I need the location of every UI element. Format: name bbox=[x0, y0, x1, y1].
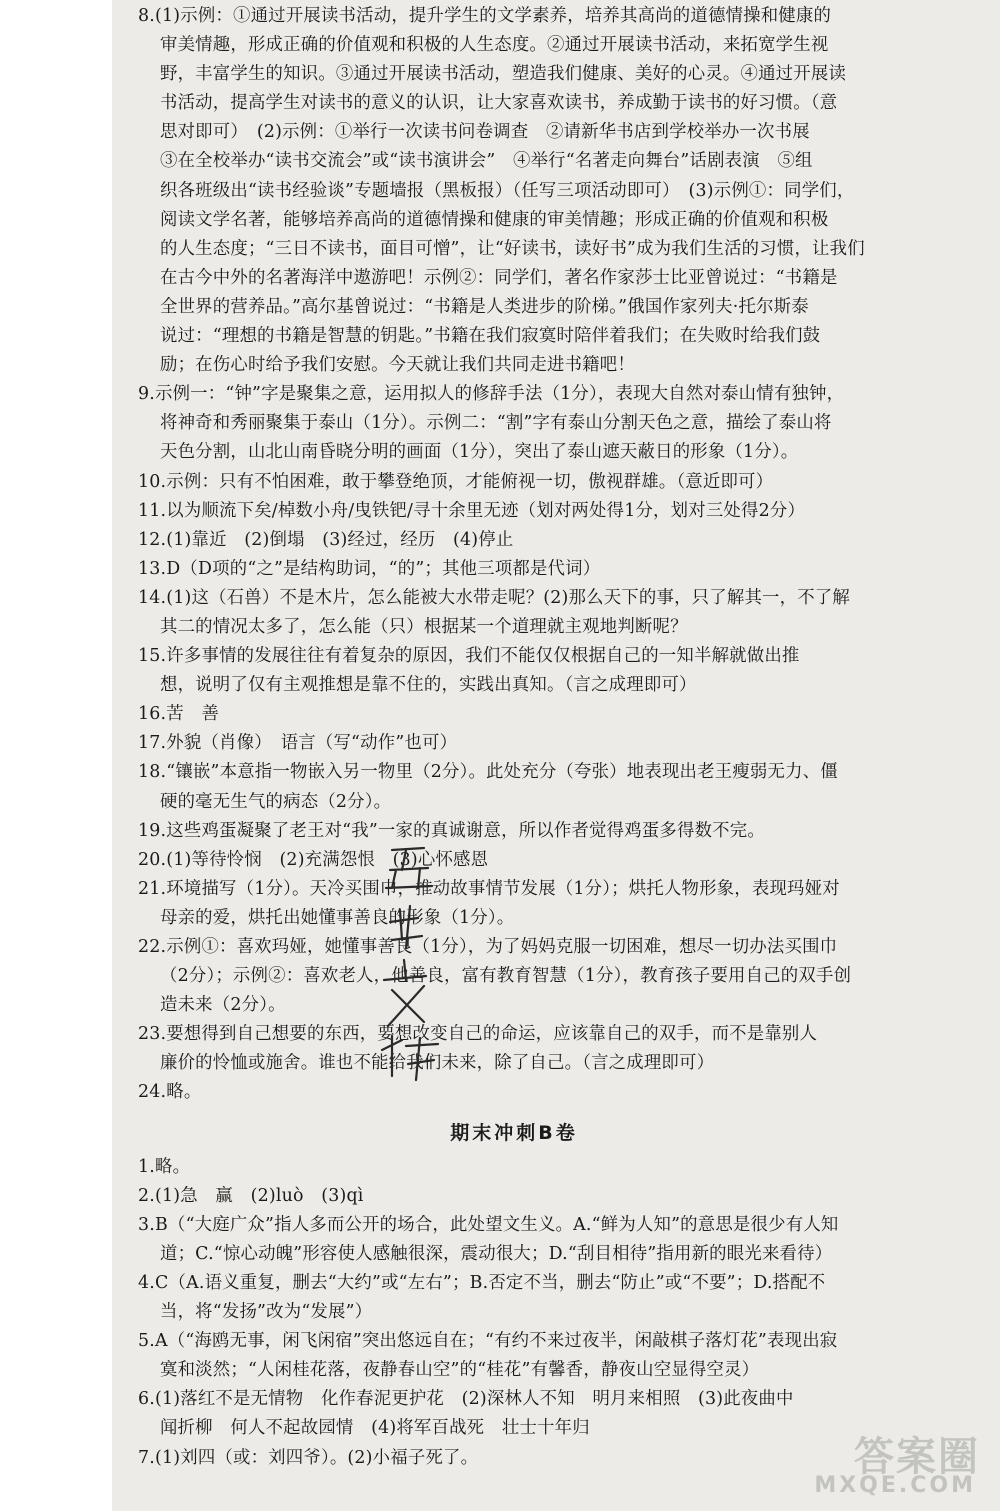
answer-item bbox=[138, 817, 890, 846]
answer-item bbox=[138, 1020, 890, 1078]
answer-item bbox=[138, 584, 890, 642]
answer-item bbox=[138, 555, 890, 584]
page-margin bbox=[0, 0, 112, 1511]
answer-line: 6.(1)落红不是无情物 化作春泥更护花 (2)深林人不知 明月来相照 (3)此夜曲中 bbox=[138, 1389, 794, 1410]
answer-line: 全世界的营养品。”高尔基曾说过：“书籍是人类进步的阶梯。”俄国作家列夫·托尔斯泰 bbox=[160, 296, 809, 317]
answer-item bbox=[138, 758, 890, 816]
answer-line: 审美情趣，形成正确的价值观和积极的人生态度。②通过开展读书活动，来拓宽学生视 bbox=[160, 35, 829, 56]
answer-line: 在古今中外的名著海洋中遨游吧！示例②：同学们，著名作家莎士比亚曾说过：“书籍是 bbox=[160, 267, 838, 288]
answer-line: 5.A（“海鸥无事，闲飞闲宿”突出悠远自在；“有约不来过夜半，闲敲棋子落灯花”表现出寂 bbox=[138, 1331, 838, 1352]
answer-line: 当，将“发扬”改为“发展”） bbox=[160, 1302, 373, 1323]
answer-item bbox=[138, 1182, 890, 1211]
answer-item bbox=[138, 729, 890, 758]
answer-line: 织各班级出“读书经验谈”专题墙报（黑板报）（任写三项活动即可） (3)示例①：同学们， bbox=[160, 180, 855, 201]
answer-line: 9.示例一：“钟”字是聚集之意，运用拟人的修辞手法（1分），表现大自然对泰山情有独钟， bbox=[138, 384, 845, 405]
answer-line: 10.示例：只有不怕困难，敢于攀登绝顶，才能俯视一切，傲视群雄。（意近即可） bbox=[138, 471, 774, 492]
answer-line: 造未来（2分）。 bbox=[160, 995, 286, 1016]
answer-line: 其二的情况太多了，怎么能（只）根据某一个道理就主观地判断呢？ bbox=[160, 616, 688, 637]
answer-line: 19.这些鸡蛋凝聚了老王对“我”一家的真诚谢意，所以作者觉得鸡蛋多得数不完。 bbox=[138, 820, 765, 841]
answer-line: 20.(1)等待怜悯 (2)充满怨恨 (3)心怀感恩 bbox=[138, 849, 489, 870]
answer-line: 21.环境描写（1分）。天冷买围巾，推动故事情节发展（1分）；烘托人物形象，表现玛娅对 bbox=[138, 878, 840, 899]
answer-line: 说过：“理想的书籍是智慧的钥匙。”书籍在我们寂寞时陪伴着我们；在失败时给我们鼓 bbox=[160, 326, 821, 347]
watermark bbox=[810, 1425, 980, 1505]
answer-item bbox=[138, 1211, 890, 1269]
answer-item bbox=[138, 700, 890, 729]
answer-line: 励；在伤心时给予我们安慰。今天就让我们共同走进书籍吧！ bbox=[160, 355, 635, 376]
answer-line: 22.示例①：喜欢玛娅，她懂事善良（1分），为了妈妈克服一切困难，想尽一切办法买围巾 bbox=[138, 937, 838, 957]
answer-item bbox=[138, 2, 890, 380]
answer-line: 闻折柳 何人不起故园情 (4)将军百战死 壮士十年归 bbox=[160, 1418, 590, 1439]
answer-line: 12.(1)靠近 (2)倒塌 (3)经过，经历 (4)停止 bbox=[138, 529, 514, 550]
answer-line: 18.“镶嵌”本意指一物嵌入另一物里（2分）。此处充分（夸张）地表现出老王瘦弱无力、僵 bbox=[138, 762, 838, 783]
answer-line: 11.以为顺流下矣/棹数小舟/曳铁钯/寻十余里无迹（划对两处得1分，划对三处得2分） bbox=[138, 500, 806, 521]
watermark-logo: 答案圈 bbox=[854, 1434, 980, 1480]
answer-line: 廉价的怜恤或施舍。谁也不能给我们未来，除了自己。（言之成理即可） bbox=[160, 1053, 715, 1074]
answer-item bbox=[138, 1385, 890, 1443]
answers-part-2 bbox=[138, 1153, 890, 1473]
answer-item bbox=[138, 497, 890, 526]
answer-line: 思对即可） (2)示例：①举行一次读书问卷调查 ②请新华书店到学校举办一次书展 bbox=[160, 122, 810, 143]
answer-item bbox=[138, 1153, 890, 1182]
answer-line: 寞和淡然；“人闲桂花落，夜静春山空”的“桂花”有馨香，静夜山空显得空灵） bbox=[160, 1360, 760, 1381]
answer-line: 14.(1)这（石兽）不是木片，怎么能被大水带走呢？(2)那么天下的事，只了解其一，不了解 bbox=[138, 587, 850, 608]
answer-item bbox=[138, 933, 890, 1020]
answer-line: 将神奇和秀丽聚集于泰山（1分）。示例二：“割”字有泰山分割天色之意，描绘了泰山将 bbox=[160, 413, 832, 434]
answer-line: 的人生态度；“三日不读书，面目可憎”，让“好读书，读好书”成为我们生活的习惯，让我们 bbox=[160, 238, 865, 259]
answer-line: 8.(1)示例：①通过开展读书活动，提升学生的文学素养，培养其高尚的道德情操和健康的 bbox=[138, 6, 832, 26]
answer-line: 书活动，提高学生对读书的意义的认识，让大家喜欢读书，养成勤于读书的好习惯。（意 bbox=[160, 93, 838, 114]
answer-line: 13.D（D项的“之”是结构助词，“的”；其他三项都是代词） bbox=[138, 558, 601, 579]
answer-line: 23.要想得到自己想要的东西，要想改变自己的命运，应该靠自己的双手，而不是靠别人 bbox=[138, 1024, 818, 1045]
answer-line: 母亲的爱，烘托出她懂事善良的形象（1分）。 bbox=[160, 907, 515, 928]
answer-item bbox=[138, 1078, 890, 1107]
section-title: 期末冲刺B卷 bbox=[450, 1121, 578, 1144]
answer-item bbox=[138, 526, 890, 555]
answer-line: 4.C（A.语义重复，删去“大约”或“左右”；B.否定不当，删去“防止”或“不要”；D.搭配不 bbox=[138, 1272, 826, 1293]
answers-part-1 bbox=[138, 2, 890, 1108]
answer-line: 7.(1)刘四（或：刘四爷）。(2)小福子死了。 bbox=[138, 1447, 479, 1468]
answer-line: 16.苦 善 bbox=[138, 704, 220, 725]
answer-content bbox=[138, 2, 890, 1473]
answer-line: 阅读文学名著，能够培养高尚的道德情操和健康的审美情趣；形成正确的价值观和积极 bbox=[160, 209, 829, 230]
answer-line: 1.略。 bbox=[138, 1156, 191, 1177]
answer-item bbox=[138, 1269, 890, 1327]
answer-item bbox=[138, 1327, 890, 1385]
answer-line: （2分）；示例②：喜欢老人，他善良，富有教育智慧（1分），教育孩子要用自己的双手创 bbox=[160, 966, 852, 987]
answer-line: ③在全校举办“读书交流会”或“读书演讲会” ④举行“名著走向舞台”话剧表演 ⑤组 bbox=[160, 151, 813, 172]
answer-item bbox=[138, 642, 890, 700]
answer-line: 硬的毫无生气的病态（2分）。 bbox=[160, 791, 392, 812]
watermark-url: MXQE.COM bbox=[814, 1473, 976, 1498]
answer-item bbox=[138, 380, 890, 467]
answer-item bbox=[138, 1444, 890, 1473]
answer-line: 2.(1)急 赢 (2)luò (3)qì bbox=[138, 1185, 364, 1206]
answer-line: 17.外貌（肖像） 语言（写“动作”也可） bbox=[138, 733, 458, 754]
answer-line: 15.许多事情的发展往往有着复杂的原因，我们不能仅仅根据自己的一知半解就做出推 bbox=[138, 646, 800, 667]
answer-line: 24.略。 bbox=[138, 1082, 202, 1103]
answer-item bbox=[138, 875, 890, 933]
answer-line: 野，丰富学生的知识。③通过开展读书活动，塑造我们健康、美好的心灵。④通过开展读 bbox=[160, 64, 847, 85]
answer-line: 天色分割，山北山南昏晓分明的画面（1分），突出了泰山遮天蔽日的形象（1分）。 bbox=[160, 442, 799, 463]
answer-line: 想，说明了仅有主观推想是靠不住的，实践出真知。（言之成理即可） bbox=[160, 675, 697, 696]
answer-item bbox=[138, 468, 890, 497]
answer-line: 3.B（“大庭广众”指人多而公开的场合，此处望文生义。A.“鲜为人知”的意思是很少有人知 bbox=[138, 1214, 839, 1235]
answer-line: 道；C.“惊心动魄”形容使人感触很深，震动很大；D.“刮目相待”指用新的眼光来看待） bbox=[160, 1243, 833, 1264]
answer-item bbox=[138, 846, 890, 875]
